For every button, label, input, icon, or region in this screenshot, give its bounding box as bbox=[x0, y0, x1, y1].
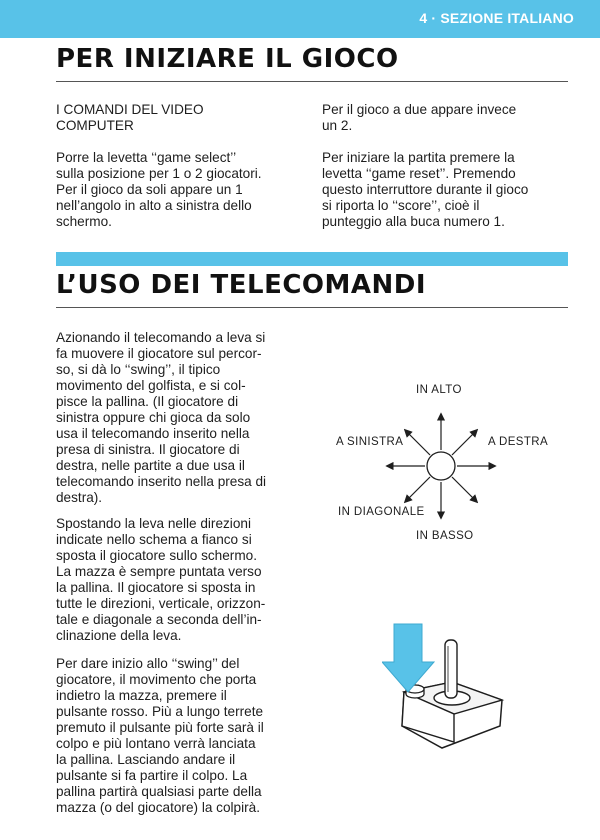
joystick-illustration bbox=[382, 622, 512, 757]
header-band bbox=[0, 0, 600, 38]
paragraph-game-reset: Per iniziare la partita premere la levetta ‘‘game reset’’. Premendo questo interruttore durante il gioco si riporta lo ‘‘score’’, cioè il punteggio alla buca numero 1. bbox=[322, 150, 529, 229]
title-rule bbox=[56, 81, 568, 82]
label-in-alto: IN ALTO bbox=[416, 384, 462, 396]
divider-band bbox=[56, 252, 568, 266]
paragraph-game-select: Porre la levetta ‘‘game select’’ sulla posizione per 1 o 2 giocatori. Per il gioco da soli appare un 1 nell’angolo in alto a sinistra dello schermo. bbox=[56, 150, 262, 229]
label-in-basso: IN BASSO bbox=[416, 530, 474, 542]
section-label: 4 · SEZIONE ITALIANO bbox=[419, 10, 574, 26]
title-rule bbox=[56, 307, 568, 308]
label-a-destra: A DESTRA bbox=[488, 436, 549, 448]
press-arrow-icon bbox=[382, 624, 434, 692]
paragraph-swing: Per dare inizio allo ‘‘swing’’ del giocatore, il movimento che porta indietro la mazza, premere il pulsante rosso. Più a lungo terrete premuto il pulsante più forte sarà il colpo e più lontano verrà lanciata la pallina. Lasciando andare il pulsante si fa partire il colpo. La pallina partirà qualsiasi parte della mazza (o del giocatore) la colpirà. bbox=[56, 656, 264, 815]
section-title-uso-telecomandi: L’USO DEI TELECOMANDI bbox=[56, 270, 427, 300]
paragraph-azionando: Azionando il telecomando a leva si fa muovere il giocatore sul percor- so, si dà lo ‘‘swing’’, il tipico movimento del golfista, e si col- pisce la pallina. (Il giocatore di sinistra oppure chi gioca da solo usa il telecomando inserito nella presa di sinistra. Il giocatore di destra, nelle partite a due usa il telecomando inserito nella presa di destra). bbox=[56, 330, 267, 505]
label-a-sinistra: A SINISTRA bbox=[336, 436, 404, 448]
paragraph-spostando: Spostando la leva nelle direzioni indicate nello schema a fianco si sposta il giocatore sullo schermo. La mazza è sempre puntata verso la pallina. Il giocatore si sposta in tutte le direzioni, verticale, orizzon- tale e diagonale a seconda dell’in- clinazione della leva. bbox=[56, 516, 266, 643]
section-title-per-iniziare: PER INIZIARE IL GIOCO bbox=[56, 44, 399, 74]
eight-way-arrows-icon bbox=[376, 401, 506, 531]
sub-heading-comandi: I COMANDI DEL VIDEO COMPUTER bbox=[56, 102, 204, 133]
paragraph-gioco-a-due: Per il gioco a due appare invece un 2. bbox=[322, 102, 517, 133]
label-in-diagonale: IN DIAGONALE bbox=[338, 506, 425, 518]
